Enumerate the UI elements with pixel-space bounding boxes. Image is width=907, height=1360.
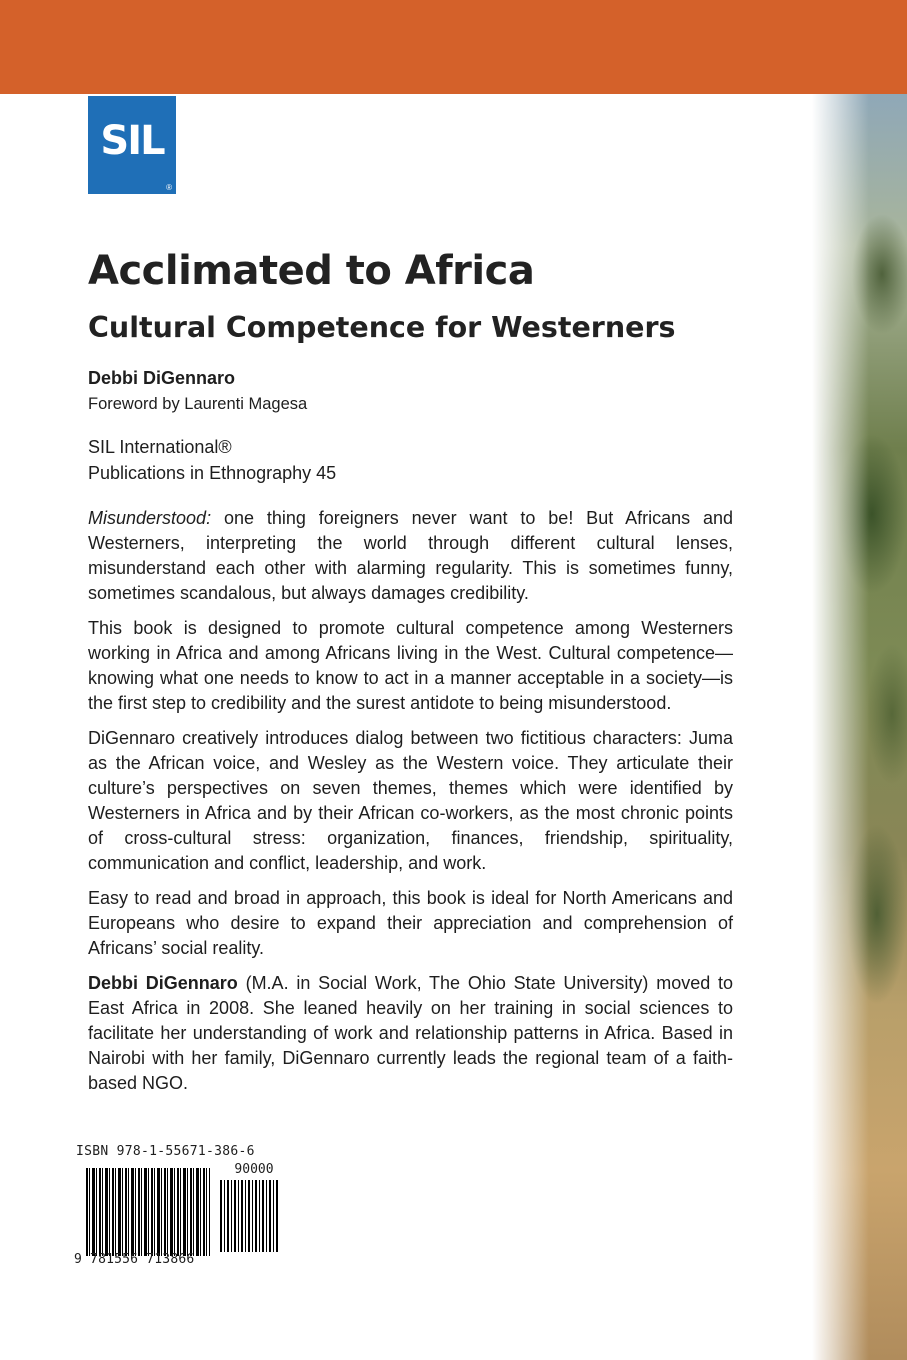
photo-fade-overlay (812, 94, 907, 1360)
author-bio-name: Debbi DiGennaro (88, 973, 238, 993)
isbn-label: ISBN 978-1-55671-386-6 (76, 1144, 255, 1159)
blurb-lead-word: Misunderstood: (88, 508, 212, 528)
book-title: Acclimated to Africa (88, 248, 535, 294)
blurb-paragraph-4: Easy to read and broad in approach, this book is ideal for North Americans and Europeans who desire to expand their appreciation and comprehension of Africans’ social reality. (88, 888, 733, 958)
book-subtitle: Cultural Competence for Westerners (88, 311, 676, 344)
top-color-band (0, 0, 907, 94)
series-name: Publications in Ethnography 45 (88, 463, 337, 483)
price-code: 90000 (234, 1162, 274, 1177)
blurb (88, 506, 733, 1106)
author-bio-text: (M.A. in Social Work, The Ohio State University) moved to East Africa in 2008. She leaned heavily on her training in social sciences to facilitate her understanding of work and relationship patterns in Africa. Based in Nairobi with her family, DiGennaro currently leads the regional team of a faith-based NGO. (88, 973, 734, 1093)
publisher-name: SIL International® (88, 437, 232, 457)
blurb-paragraph-3: DiGennaro creatively introduces dialog between two fictitious characters: Juma as the African voice, and Wesley as the Western voice. They articulate their culture’s perspectives on seven themes, themes which were identified by Westerners in Africa and by their African co-workers, as the most chronic points of cross-cultural stress: organization, finances, friendship, spirituality, communication and conflict, leadership, and work. (88, 728, 733, 873)
author-bio (88, 971, 733, 1096)
isbn-barcode (86, 1168, 210, 1256)
price-barcode (220, 1180, 280, 1252)
sil-logo-text: SIL (100, 118, 164, 164)
author-name: Debbi DiGennaro (88, 368, 236, 388)
foreword-credit: Foreword by Laurenti Magesa (88, 395, 308, 413)
sil-logo (88, 96, 176, 194)
blurb-paragraph-1-text: one thing foreigners never want to be! But Africans and Westerners, interpreting the world through different cultural lenses, misunderstand each other with alarming regularity. This is sometimes funny, sometimes scandalous, but always damages credibility. (88, 508, 733, 603)
blurb-paragraph-1 (88, 506, 733, 606)
blurb-paragraph-2: This book is designed to promote cultural competence among Westerners working in Africa and among Africans living in the West. Cultural competence—knowing what one needs to know to act in a manner acceptable in a society—is the first step to credibility and the surest antidote to being misunderstood. (88, 618, 733, 713)
registered-mark: ® (166, 183, 172, 192)
barcode-digits: 9 781556 713866 (74, 1252, 195, 1267)
